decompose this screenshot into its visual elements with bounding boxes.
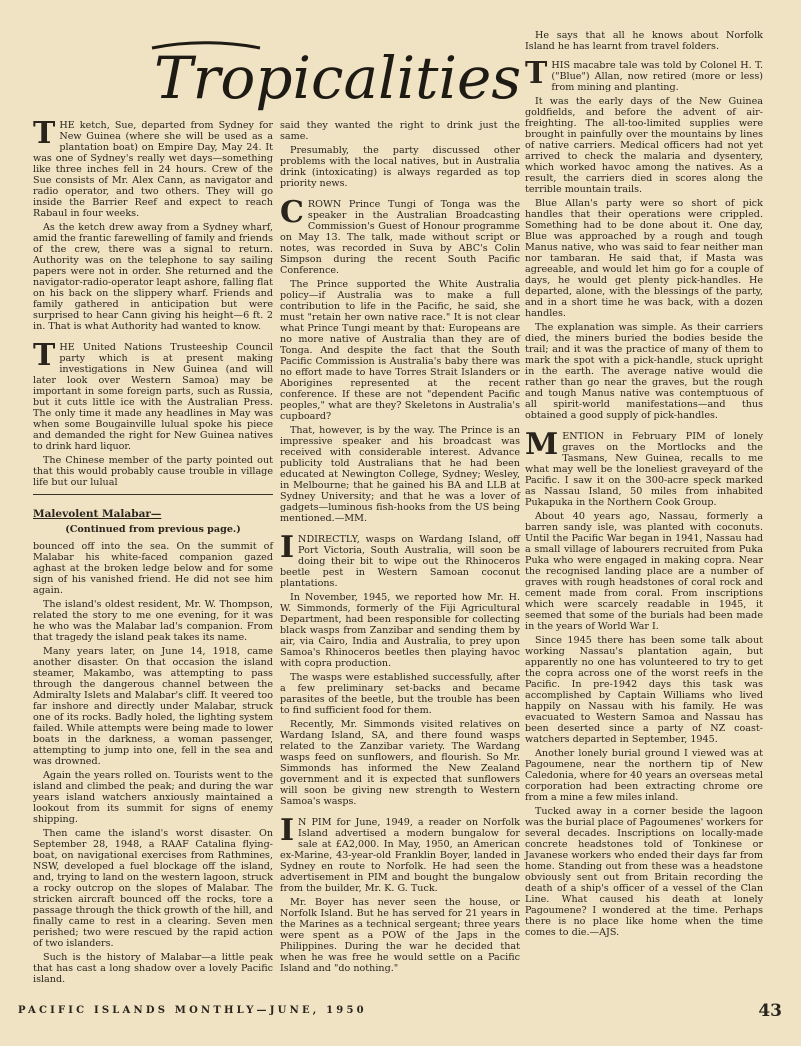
drop-cap: I (280, 530, 295, 565)
paragraph: Such is the history of Malabar—a little peak that has cast a long shadow over a lovely Pacific island. (33, 952, 273, 985)
article-wardang-wasps: INDIRECTLY, wasps on Wardang Island, off Port Victoria, South Australia, will soon be doing their bit to wipe out the Rhinoceros beetle pest in Western Samoan coconut plantations. (280, 530, 520, 589)
column-1 (33, 116, 273, 988)
drop-cap: M (525, 427, 559, 462)
paragraph: The island's oldest resident, Mr. W. Thompson, related the story to me one evening, for it was he who was the Malabar lad's companion. From that tragedy the island peak takes its name. (33, 599, 273, 643)
paragraph: Again the years rolled on. Tourists went to the island and climbed the peak; and during the war years island watchers anxiously maintained a lookout from its summit for signs of enemy shipping. (33, 770, 273, 825)
title-script-logo (150, 18, 522, 118)
paragraph: That, however, is by the way. The Prince is an impressive speaker and his broadcast was received with considerable interest. Advance publicity told Australians that he had been educated at Newington College, Sydney; Wesley, in Melbourne; that he gained his BA and LLB at Sydney University; and that he was a lover of gadgets—luminous fish-hooks from the US being mentioned.—MM. (280, 425, 520, 524)
drop-cap: I (280, 813, 295, 848)
paragraph: Presumably, the party discussed other problems with the local natives, but in Australia drink (intoxicating) is always regarded as top priority news. (280, 145, 520, 189)
paragraph: About 40 years ago, Nassau, formerly a barren sandy isle, was planted with coconuts. Until the Pacific War began in 1941, Nassau had a small village of labourers recruited from Puka Puka who were engaged in making copra. Near the recognised landing place are a number of graves with rough headstones of coral rock and cement made from coral. From inscriptions which were scarcely readable in 1945, it seemed that some of the burials had been made in the years of World War I. (525, 511, 763, 632)
paragraph: Since 1945 there has been some talk about working Nassau's plantation again, but apparently no one has volunteered to try to get the copra across one of the worst reefs in the Pacific. In pre-1942 days this task was accomplished by Captain Williams who lived happily on Nassau with his family. He was evacuated to Western Samoa and Nassau has been deserted since a party of NZ coast-watchers departed in September, 1945. (525, 635, 763, 745)
paragraph: The Prince supported the White Australia policy—if Australia was to make a full contribution to life in the Pacific, he said, she must "retain her own native race." It is not clear what Prince Tungi meant by that: Europeans are no more native of Australia than they are of Tonga. And despite the fact that the South Pacific Commission is Australia's baby there was no effort made to have Torres Strait Islanders or Aborigines represented at the recent conference. If these are not "dependent Pacific peoples," what are they? Skeletons in Australia's cupboard? (280, 279, 520, 422)
paragraph: Then came the island's worst disaster. On September 28, 1948, a RAAF Catalina flying-boat, on navigational exercises from Rathmines, NSW, developed a fuel blockage off the island, and, trying to land on the western lagoon, struck a rocky outcrop on the slopes of Malabar. The stricken aircraft bounced off the rocks, tore a passage through the thick growth of the hill, and finally came to rest in a clearing. Seven men perished; two were rescued by the rapid action of two islanders. (33, 828, 273, 949)
page-footer (18, 1001, 788, 1027)
drop-cap: T (33, 338, 56, 373)
article-ketch-sue: THE ketch, Sue, departed from Sydney for New Guinea (where she will be used as a plantation boat) on Empire Day, May 24. It was one of Sydney's really wet days—something like three inches fell in 24 hours. Crew of the Sue consists of Mr. Alex Cann, as navigator and radio operator, and two others. They will go inside the Barrier Reef and expect to reach Rabaul in four weeks. (33, 116, 273, 219)
paragraph: Recently, Mr. Simmonds visited relatives on Wardang Island, SA, and there found wasps related to the Zanzibar variety. The Wardang wasps feed on sunflowers, and flourish. So Mr. Simmonds has informed the New Zealand government and it is expected that sunflowers will soon be giving new strength to Western Samoa's wasps. (280, 719, 520, 807)
footer-masthead: PACIFIC ISLANDS MONTHLY—JUNE, 1950 (18, 1005, 367, 1016)
column-3 (525, 30, 763, 941)
paragraph: He says that all he knows about Norfolk Island he has learnt from travel folders. (525, 30, 763, 52)
drop-cap: C (280, 195, 304, 230)
continued-note: (Continued from previous page.) (65, 524, 241, 535)
column-2 (280, 120, 520, 977)
paragraph: said they wanted the right to drink just the same. (280, 120, 520, 142)
page-title (150, 18, 522, 118)
drop-cap: T (33, 116, 56, 151)
paragraph: The explanation was simple. As their carriers died, the miners buried the bodies beside the trail; and it was the practice of many of them to mark the spot with a pick-handle, stuck upright in the earth. The average native would die rather than go near the graves, but the rough and tough Manus native was contemptuous of all spirit-world manifestations—and thus obtained a good supply of pick-handles. (525, 322, 763, 421)
article-crown-prince-tungi: CROWN Prince Tungi of Tonga was the speaker in the Australian Broadcasting Commission's Guest of Honour programme on May 13. The talk, made without script or notes, was recorded in Suva by ABC's Colin Simpson during the recent South Pacific Conference. (280, 195, 520, 276)
paragraph: The Chinese member of the party pointed out that this would probably cause trouble in village life but our lulual (33, 455, 273, 488)
title-text: Tropicalities (154, 44, 522, 112)
article-lonely-graves: MENTION in February PIM of lonely graves on the Mortlocks and the Tasmans, New Guinea, recalls to me what may well be the loneliest graveyard of the Pacific. I saw it on the 300-acre speck marked as Nassau Island, 50 miles from inhabited Pukapuka in the Northern Cook Group. (525, 427, 763, 508)
drop-cap: T (525, 56, 548, 91)
article-un-trusteeship: THE United Nations Trusteeship Council party which is at present making investigations in New Guinea (and will later look over Western Samoa) may be important in some foreign parts, such as Russia, but it cuts little ice with the Australian Press. The only time it made any headlines in May was when some Bougainville lulual spoke his piece and demanded the right for New Guinea natives to drink hard liquor. (33, 338, 273, 452)
article-pick-handles: THIS macabre tale was told by Colonel H. T. ("Blue") Allan, now retired (more or less) from mining and planting. (525, 56, 763, 93)
paragraph: Blue Allan's party were so short of pick handles that their operations were crippled. Something had to be done about it. One day, Blue was approached by a rough and tough Manus native, who was said to fear neither man nor tambaran. He said that, if Masta was agreeable, and would let him go for a couple of days, he would get plenty pick-handles. He departed, alone, with the blessings of the party, and in a short time he was back, with a dozen handles. (525, 198, 763, 319)
paragraph: bounced off into the sea. On the summit of Malabar his white-faced companion gazed aghast at the broken ledge below and for some sign of his vanished friend. He did not see him again. (33, 541, 273, 596)
section-heading-malevolent-malabar: Malevolent Malabar— (33, 508, 162, 520)
page-number: 43 (758, 1001, 782, 1021)
paragraph: As the ketch drew away from a Sydney wharf, amid the frantic farewelling of family and friends of the crew, there was a signal to return. Authority was on the telephone to say sailing papers were not in order. She returned and the navigator-radio-operator leapt ashore, falling flat on his back on the slippery wharf. Friends and family gathered in anticipation but were surprised to hear Cann giving his height—6 ft. 2 in. That is what Authority had wanted to know. (33, 222, 273, 332)
paragraph: It was the early days of the New Guinea goldfields, and before the advent of air-freighting. The all-too-limited supplies were brought in painfully over the mountains by lines of native carriers. Medical officers had not yet arrived to check the malaria and dysentery, which worked havoc among the natives. As a result, the carriers died in scores along the terrible mountain trails. (525, 96, 763, 195)
divider (33, 494, 273, 495)
paragraph: Another lonely burial ground I viewed was at Pagoumene, near the northern tip of New Caledonia, where for 40 years an overseas metal corporation had been extracting chrome ore from a mine a few miles inland. (525, 748, 763, 803)
paragraph: The wasps were established successfully, after a few preliminary set-backs and became parasites of the beetle, but the trouble has been to find sufficient food for them. (280, 672, 520, 716)
paragraph: Mr. Boyer has never seen the house, or Norfolk Island. But he has served for 21 years in the Marines as a technical sergeant; three years were spent as a POW of the Japs in the Philippines. During the war he decided that when he was free he would settle on a Pacific Island and "do nothing." (280, 897, 520, 974)
article-norfolk-bungalow: I N PIM for June, 1949, a reader on Norfolk Island advertised a modern bungalow for sale at £A2,000. In May, 1950, an American ex-Marine, 43-year-old Franklin Boyer, landed in Sydney en route to Norfolk. He had seen the advertisement in PIM and bought the bungalow from the builder, Mr. K. G. Tuck. (280, 813, 520, 894)
paragraph: Tucked away in a corner beside the lagoon was the burial place of Pagoumenes' workers for several decades. Inscriptions on locally-made concrete headstones told of Tonkinese or Javanese workers who ended their days far from home. Standing out from these was a headstone obviously sent out from Britain recording the death of a ship's officer of a vessel of the Clan Line. What caused his death at lonely Pagoumene? I wondered at the time. Perhaps there is no place like home when the time comes to die.—AJS. (525, 806, 763, 938)
paragraph: In November, 1945, we reported how Mr. H. W. Simmonds, formerly of the Fiji Agricultural Department, had been responsible for collecting black wasps from Zanzibar and sending them by air, via Cairo, India and Australia, to prey upon Samoa's Rhinoceros beetles then playing havoc with copra production. (280, 592, 520, 669)
paragraph: Many years later, on June 14, 1918, came another disaster. On that occasion the island steamer, Makambo, was attempting to pass through the dangerous channel between the Admiralty Islets and Malabar's cliff. It veered too far inshore and directly under Malabar, struck one of its rocks. Badly holed, the lighting system failed. While attempts were being made to lower boats in the darkness, a woman passenger, attempting to jump into one, fell in the sea and was drowned. (33, 646, 273, 767)
